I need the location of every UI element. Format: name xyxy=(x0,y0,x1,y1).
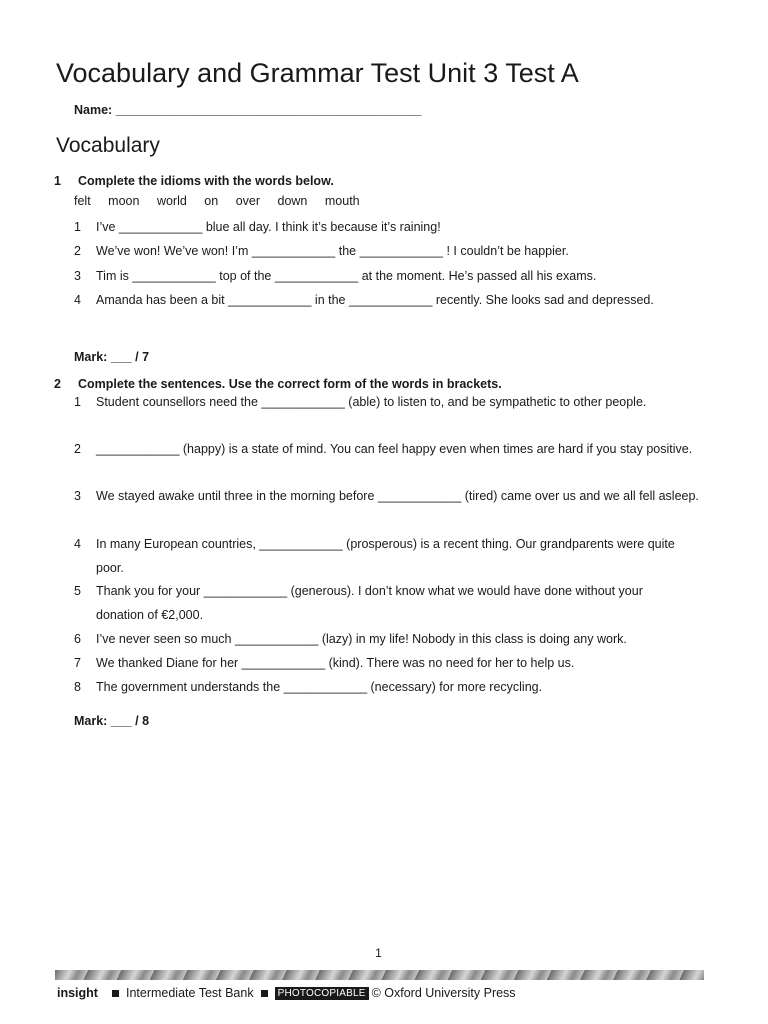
question-item xyxy=(74,676,714,700)
word-bank-item: mouth xyxy=(324,194,360,208)
question-text: I’ve never seen so much ____________ (lazy) in my life! Nobody in this class is doing any work. xyxy=(96,632,627,646)
question-item xyxy=(74,438,702,462)
question-text: Student counsellors need the ____________ (able) to listen to, and be sympathetic to other people. xyxy=(96,395,647,409)
question-item xyxy=(74,216,714,240)
word-bank-item: moon xyxy=(108,194,140,208)
question-text: Thank you for your ____________ (generous). I don’t know what we would have done without your donation of €2,000. xyxy=(96,584,643,622)
mark-exercise-1: Mark: ___ / 7 xyxy=(74,350,150,364)
question-number: 1 xyxy=(74,220,81,234)
question-text: I’ve ____________ blue all day. I think it’s because it’s raining! xyxy=(96,220,441,234)
question-item xyxy=(74,628,714,652)
instruction-text: Complete the sentences. Use the correct form of the words in brackets. xyxy=(78,377,502,391)
question-number: 7 xyxy=(74,656,81,670)
question-text: We thanked Diane for her ____________ (kind). There was no need for her to help us. xyxy=(96,656,575,670)
question-number: 4 xyxy=(74,537,81,551)
question-item xyxy=(74,240,714,264)
word-bank-item: felt xyxy=(74,194,91,208)
question-text: We stayed awake until three in the morning before ____________ (tired) came over us and we all fell asleep. xyxy=(96,489,699,503)
question-text: Tim is ____________ top of the ____________ at the moment. He’s passed all his exams. xyxy=(96,269,597,283)
question-number: 5 xyxy=(74,584,81,598)
question-number: 2 xyxy=(74,244,81,258)
footer-test-bank: Intermediate Test Bank xyxy=(125,986,254,1000)
question-item xyxy=(74,580,694,627)
exercise-number: 2 xyxy=(54,377,61,391)
question-item xyxy=(74,485,702,509)
question-text: We’ve won! We’ve won! I’m ____________ the ____________ ! I couldn’t be happier. xyxy=(96,244,569,258)
question-number: 1 xyxy=(74,395,81,409)
question-item xyxy=(74,391,686,415)
question-text: In many European countries, ____________ (prosperous) is a recent thing. Our grandparents were quite poor. xyxy=(96,537,675,575)
footer-brand: insight xyxy=(57,986,98,1000)
question-item xyxy=(74,265,714,289)
instruction-text: Complete the idioms with the words below. xyxy=(78,174,334,188)
page-title: Vocabulary and Grammar Test Unit 3 Test A xyxy=(56,58,579,88)
name-field-line: Name: ____________________________________________ xyxy=(74,103,422,117)
question-number: 4 xyxy=(74,293,81,307)
question-item xyxy=(74,533,694,580)
question-text: ____________ (happy) is a state of mind. You can feel happy even when times are hard if you stay positive. xyxy=(96,442,693,456)
word-bank-item: world xyxy=(156,194,187,208)
mark-exercise-2: Mark: ___ / 8 xyxy=(74,714,150,728)
question-number: 8 xyxy=(74,680,81,694)
footer-decorative-band xyxy=(55,970,704,980)
square-bullet-icon xyxy=(112,990,119,997)
word-bank-item: down xyxy=(277,194,308,208)
word-bank xyxy=(74,194,374,208)
footer xyxy=(57,986,516,1000)
exercise-1-instruction xyxy=(54,174,334,188)
question-item xyxy=(74,652,714,676)
section-heading-vocabulary: Vocabulary xyxy=(56,134,160,157)
footer-publisher: © Oxford University Press xyxy=(371,986,516,1000)
square-bullet-icon xyxy=(261,990,268,997)
word-bank-item: on xyxy=(204,194,219,208)
question-item xyxy=(74,289,674,313)
question-text: Amanda has been a bit ____________ in the ____________ recently. She looks sad and depressed. xyxy=(96,293,654,307)
photocopiable-badge: PHOTOCOPIABLE xyxy=(275,987,369,1000)
question-number: 3 xyxy=(74,269,81,283)
question-number: 6 xyxy=(74,632,81,646)
exercise-number: 1 xyxy=(54,174,61,188)
question-text: The government understands the ____________ (necessary) for more recycling. xyxy=(96,680,543,694)
question-number: 2 xyxy=(74,442,81,456)
question-number: 3 xyxy=(74,489,81,503)
exercise-2-instruction xyxy=(54,377,502,391)
page-number: 1 xyxy=(375,946,382,960)
word-bank-item: over xyxy=(235,194,261,208)
